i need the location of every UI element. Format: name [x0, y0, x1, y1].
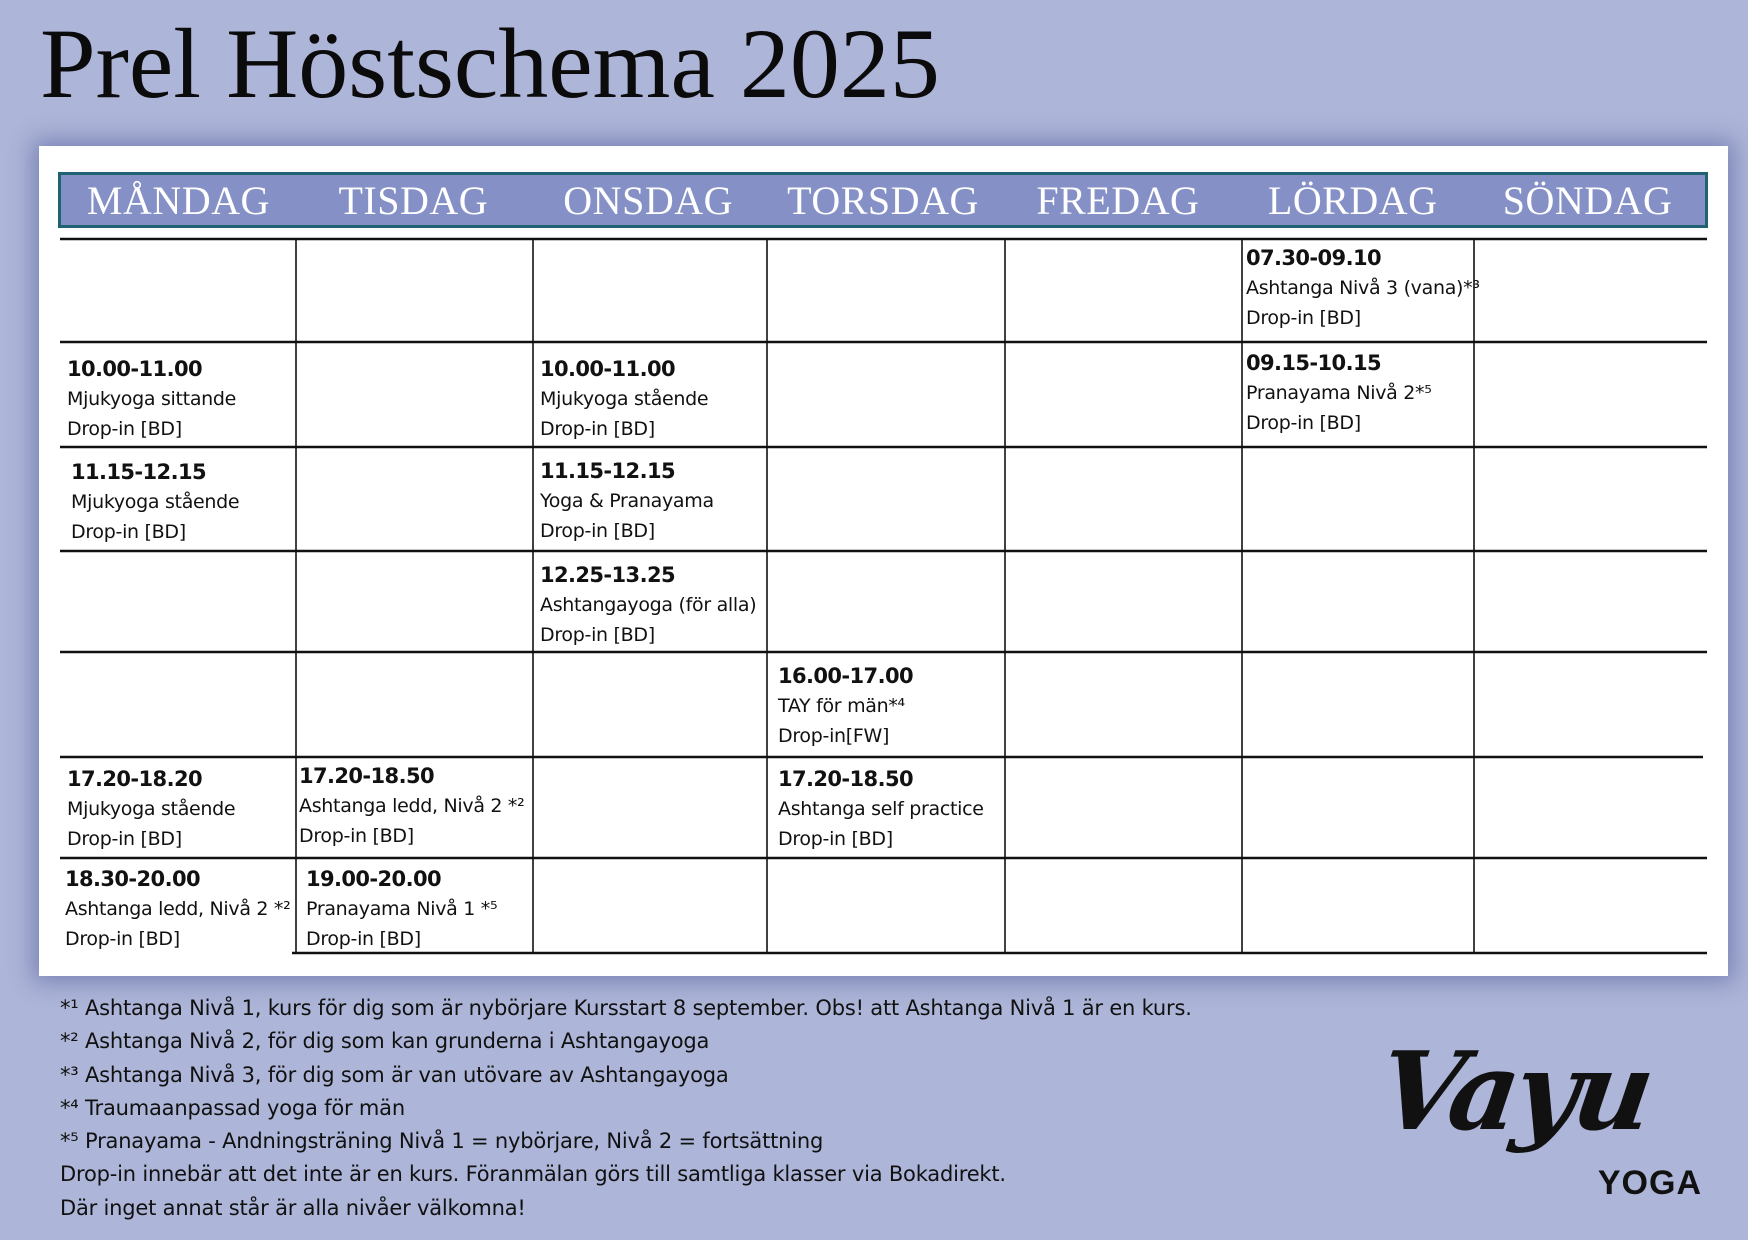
- class-wednesday-1000: [540, 354, 708, 444]
- vayu-yoga-logo: [1371, 1029, 1710, 1212]
- day-saturday: LÖRDAG: [1267, 177, 1438, 223]
- class-thursday-1720: [778, 764, 984, 854]
- class-time: 10.00-11.00: [540, 357, 675, 381]
- class-monday-1000: [67, 354, 236, 444]
- class-time: 11.15-12.15: [540, 459, 675, 483]
- class-time: 11.15-12.15: [71, 460, 206, 484]
- class-name: Ashtanga ledd, Nivå 2 *²: [299, 795, 525, 817]
- class-name: Mjukyoga stående: [67, 798, 236, 820]
- footnote-2: *² Ashtanga Nivå 2, för dig som kan grunderna i Ashtangayoga: [60, 1029, 710, 1054]
- class-tuesday-1900: [306, 864, 497, 954]
- class-info: Drop-in [BD]: [1246, 412, 1361, 434]
- day-friday: FREDAG: [1036, 177, 1200, 223]
- dropin-note: Drop-in innebär att det inte är en kurs. Föranmälan görs till samtliga klasser via Bokadirekt.: [60, 1162, 1006, 1187]
- class-time: 10.00-11.00: [67, 357, 202, 381]
- class-monday-1830: [65, 864, 290, 954]
- day-wednesday: ONSDAG: [563, 177, 733, 223]
- class-name: Ashtangayoga (för alla): [540, 594, 757, 616]
- class-info: Drop-in [BD]: [67, 828, 182, 850]
- class-tuesday-1720: [299, 761, 524, 851]
- class-name: Pranayama Nivå 2*⁵: [1246, 382, 1432, 404]
- class-name: Mjukyoga stående: [540, 388, 709, 410]
- class-time: 17.20-18.20: [67, 767, 202, 791]
- class-saturday-0915: [1246, 348, 1432, 438]
- footnotes: [60, 992, 1192, 1225]
- day-sunday: SÖNDAG: [1502, 177, 1673, 223]
- class-time: 19.00-20.00: [306, 867, 441, 891]
- page-title: Prel Höstschema 2025: [40, 8, 940, 119]
- class-info: Drop-in [BD]: [306, 928, 421, 950]
- class-name: Mjukyoga sittande: [67, 388, 237, 410]
- class-info: Drop-in [BD]: [540, 418, 655, 440]
- class-name: Ashtanga Nivå 3 (vana)*³: [1246, 277, 1480, 299]
- class-info: Drop-in [BD]: [71, 521, 186, 543]
- footnote-1: *¹ Ashtanga Nivå 1, kurs för dig som är nybörjare Kursstart 8 september. Obs! att Ashtanga Nivå 1 är en kurs.: [60, 996, 1192, 1020]
- class-name: Ashtanga self practice: [778, 798, 984, 820]
- class-info: Drop-in[FW]: [778, 725, 890, 747]
- day-tuesday: TISDAG: [338, 177, 489, 223]
- class-time: 12.25-13.25: [540, 563, 675, 587]
- class-monday-1720: [67, 764, 235, 854]
- class-time: 17.20-18.50: [299, 764, 434, 788]
- class-thursday-1600: [778, 661, 913, 751]
- class-info: Drop-in [BD]: [778, 828, 893, 850]
- levels-note: Där inget annat står är alla nivåer välkomna!: [60, 1195, 526, 1220]
- day-thursday: TORSDAG: [787, 177, 979, 223]
- class-info: Drop-in [BD]: [299, 825, 414, 847]
- class-name: Ashtanga ledd, Nivå 2 *²: [65, 898, 291, 920]
- class-name: Yoga & Pranayama: [540, 490, 714, 512]
- class-time: 16.00-17.00: [778, 664, 913, 688]
- class-name: Pranayama Nivå 1 *⁵: [306, 898, 498, 920]
- class-name: TAY för män*⁴: [778, 695, 905, 717]
- class-saturday-0730: [1246, 243, 1480, 333]
- class-time: 17.20-18.50: [778, 767, 913, 791]
- footnote-5: *⁵ Pranayama - Andningsträning Nivå 1 = nybörjare, Nivå 2 = fortsättning: [60, 1129, 824, 1154]
- footnote-4: *⁴ Traumaanpassad yoga för män: [60, 1095, 405, 1120]
- class-time: 09.15-10.15: [1246, 351, 1381, 375]
- class-monday-1115: [71, 457, 239, 547]
- class-info: Drop-in [BD]: [540, 624, 655, 646]
- class-info: Drop-in [BD]: [67, 418, 182, 440]
- class-info: Drop-in [BD]: [65, 928, 180, 950]
- class-wednesday-1115: [540, 456, 714, 546]
- class-time: 18.30-20.00: [65, 867, 200, 891]
- class-info: Drop-in [BD]: [540, 520, 655, 542]
- footnote-3: *³ Ashtanga Nivå 3, för dig som är van utövare av Ashtangayoga: [60, 1062, 729, 1087]
- logo-script-text: Vayu: [1371, 1029, 1658, 1155]
- class-name: Mjukyoga stående: [71, 491, 240, 513]
- day-monday: MÅNDAG: [86, 177, 270, 223]
- class-time: 07.30-09.10: [1246, 246, 1381, 270]
- class-info: Drop-in [BD]: [1246, 307, 1361, 329]
- class-wednesday-1225: [540, 560, 756, 650]
- logo-sub-text: YOGA: [1597, 1164, 1702, 1202]
